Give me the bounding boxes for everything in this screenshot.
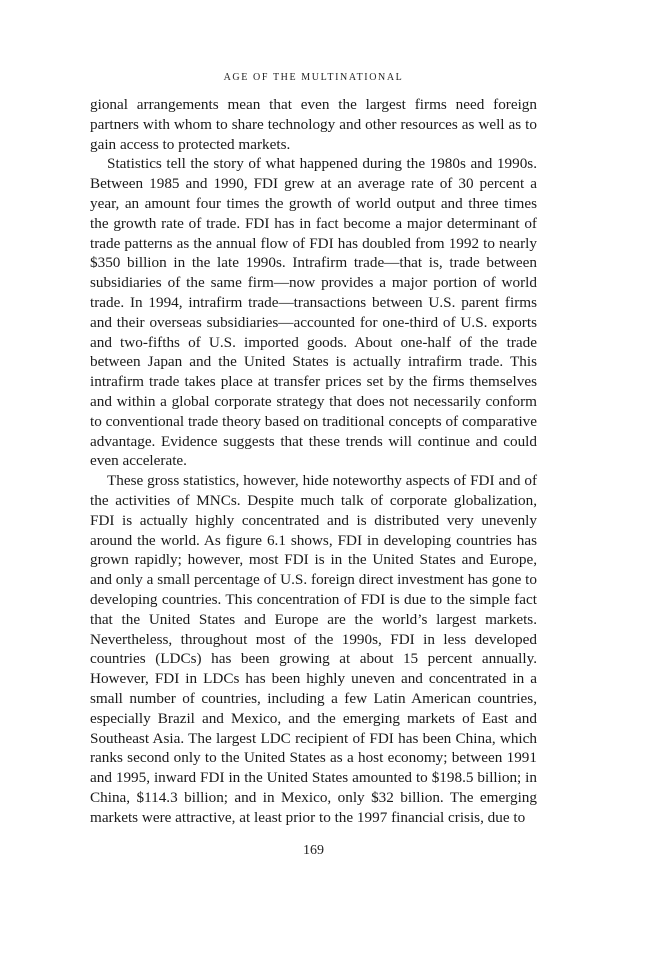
running-head: AGE OF THE MULTINATIONAL [223, 72, 404, 83]
page-number: 169 [303, 843, 324, 858]
paragraph-continuation: gional arrangements mean that even the largest firms need foreign partners with whom to share technology and other resources as well as to gain access to protected markets. [90, 96, 537, 153]
body-text [90, 95, 537, 827]
paragraph-statistics: Statistics tell the story of what happened during the 1980s and 1990s. Between 1985 and 1990, FDI grew at an average rate of 30 percent a year, an amount four times the growth of world output and three times the growth rate of trade. FDI has in fact become a major determinant of trade patterns as the annual flow of FDI has doubled from 1992 to nearly $350 billion in the late 1990s. Intrafirm trade—that is, trade between subsidiaries of the same firm—now provides a major portion of world trade. In 1994, intrafirm trade—transactions between U.S. parent firms and their overseas subsidiaries—accounted for one-third of U.S. exports and two-fifths of U.S. imported goods. About one-half of the trade between Japan and the United States is actually intrafirm trade. This intrafirm trade takes place at transfer prices set by the firms themselves and within a global corporate strategy that does not necessarily conform to conventional trade theory based on traditional concepts of comparative advantage. Evidence suggests that these trends will continue and could even accelerate. [90, 155, 537, 470]
paragraph-gross-statistics: These gross statistics, however, hide noteworthy aspects of FDI and of the activities of MNCs. Despite much talk of corporate globalization, FDI is actually highly concentrated and is distributed very unevenly around the world. As figure 6.1 shows, FDI in developing countries has grown rapidly; however, most FDI is in the United States and Europe, and only a small percentage of U.S. foreign direct investment has gone to developing countries. This concentration of FDI is due to the simple fact that the United States and Europe are the world’s largest markets. Nevertheless, throughout most of the 1990s, FDI in less developed countries (LDCs) has been growing at about 15 percent annually. However, FDI in LDCs has been highly uneven and concentrated in a small number of countries, including a few Latin American countries, especially Brazil and Mexico, and the emerging markets of East and Southeast Asia. The largest LDC recipient of FDI has been China, which ranks second only to the United States as a host economy; between 1991 and 1995, inward FDI in the United States amounted to $198.5 billion; in China, $114.3 billion; and in Mexico, only $32 billion. The emerging markets were attractive, at least prior to the 1997 financial crisis, due to [90, 472, 537, 826]
